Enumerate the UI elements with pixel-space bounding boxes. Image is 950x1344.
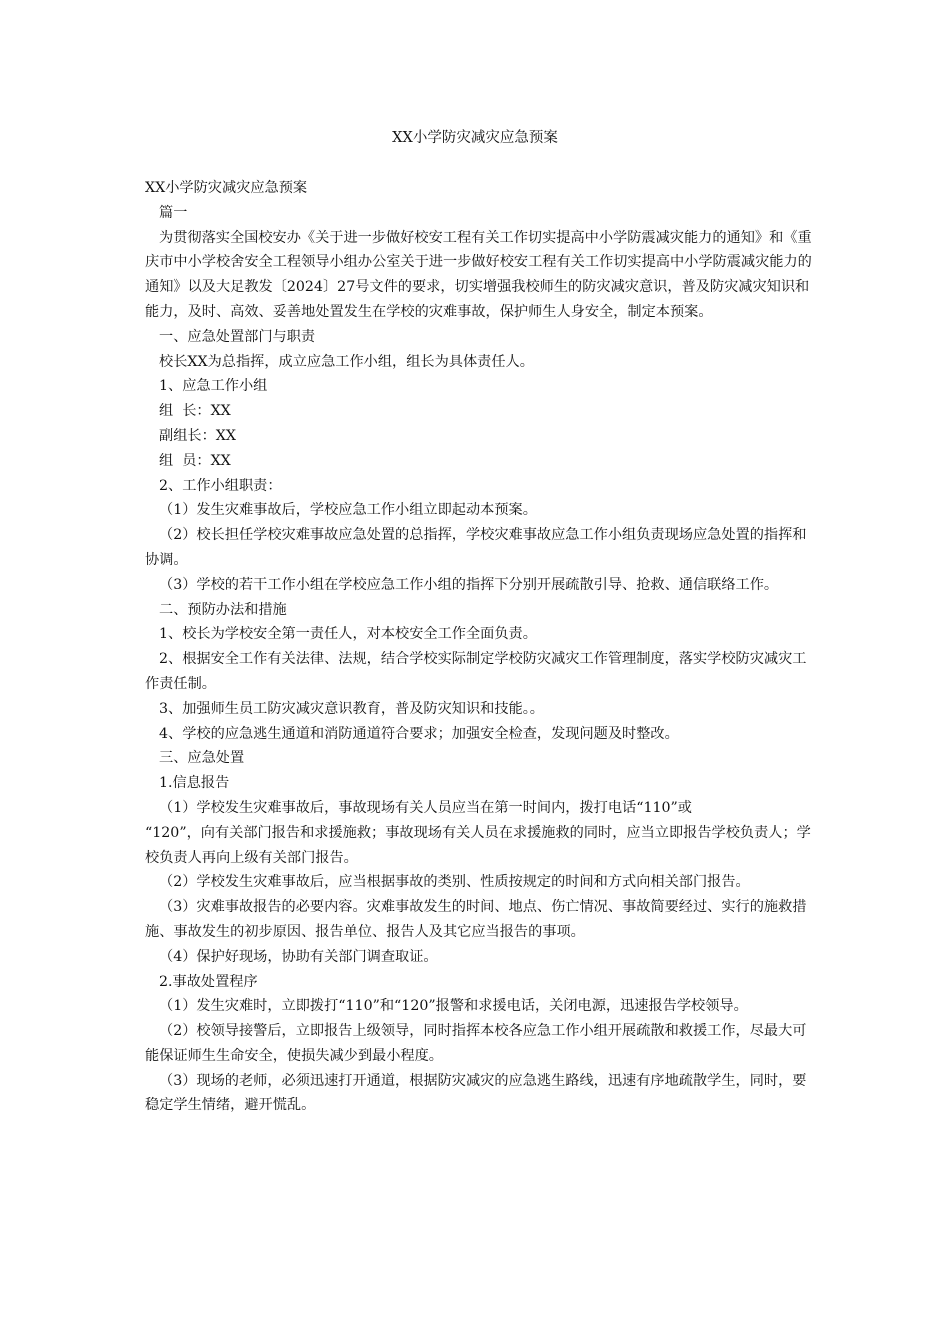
paragraph: （2）学校发生灾难事故后，应当根据事故的类别、性质按规定的时间和方式向相关部门报告。 <box>159 874 750 891</box>
section-heading-3: 三、应急处置 <box>159 750 245 767</box>
paragraph: （1）发生灾难时，立即拨打“110”和“120”报警和求援电话，关闭电源，迅速报告学校领导。 <box>159 998 748 1015</box>
paragraph: 1.信息报告 <box>159 775 230 792</box>
paragraph: 3、加强师生员工防灾减灾意识教育，普及防灾知识和技能。。 <box>159 700 544 717</box>
document-body <box>145 176 820 1118</box>
paragraph-intro: 为贯彻落实全国校安办《关于进一步做好校安工程有关工作切实提高中小学防震减灾能力的通知》和《重庆市中小学校舍安全工程领导小组办公室关于进一步做好校安工程有关工作切实提高中小学防震减灾能力的通知》以及大足教发〔2024〕27号文件的要求，切实增强我校师生的防灾减灾意识，普及防灾减灾知识和能力，及时、高效、妥善地处置发生在学校的灾难事故，保护师生人身安全，制定本预案。 <box>145 229 812 320</box>
paragraph: （2）校长担任学校灾难事故应急处置的总指挥，学校灾难事故应急工作小组负责现场应急处置的指挥和协调。 <box>145 527 807 568</box>
paragraph: （3）学校的若干工作小组在学校应急工作小组的指挥下分别开展疏散引导、抢救、通信联络工作。 <box>159 576 779 593</box>
paragraph: 副组长：XX <box>159 427 236 444</box>
paragraph: 校长XX为总指挥，成立应急工作小组，组长为具体责任人。 <box>159 353 534 370</box>
paragraph: 2、工作小组职责： <box>159 477 282 494</box>
document-title: XX小学防灾减灾应急预案 <box>392 130 558 146</box>
paragraph-heading: XX小学防灾减灾应急预案 <box>145 180 308 196</box>
paragraph: （1）学校发生灾难事故后，事故现场有关人员应当在第一时间内，拨打电话“110”或 <box>159 799 692 816</box>
paragraph: 2、根据安全工作有关法律、法规，结合学校实际制定学校防灾减灾工作管理制度，落实学校防灾减灾工作责任制。 <box>145 651 807 692</box>
paragraph: （3）现场的老师，必须迅速打开通道，根据防灾减灾的应急逃生路线，迅速有序地疏散学生，同时，要稳定学生情绪，避开慌乱。 <box>145 1072 807 1114</box>
paragraph: 4、学校的应急逃生通道和消防通道符合要求；加强安全检查，发现问题及时整改。 <box>159 725 679 742</box>
paragraph: （2）校领导接警后，立即报告上级领导，同时指挥本校各应急工作小组开展疏散和救援工作，尽最大可能保证师生生命安全，使损失减少到最小程度。 <box>145 1023 807 1064</box>
paragraph: （1）发生灾难事故后，学校应急工作小组立即起动本预案。 <box>159 502 537 519</box>
section-heading-1: 一、应急处置部门与职责 <box>159 328 316 345</box>
paragraph: “120”，向有关部门报告和求援施救；事故现场有关人员在求援施救的同时，应当立即报告学校负责人；学校负责人再向上级有关部门报告。 <box>145 824 811 866</box>
paragraph: 组 员：XX <box>159 452 231 469</box>
section-heading-2: 二、预防办法和措施 <box>159 601 287 618</box>
paragraph: 1、应急工作小组 <box>159 378 268 395</box>
paragraph: 1、校长为学校安全第一责任人，对本校安全工作全面负责。 <box>159 626 537 643</box>
paragraph: 组 长：XX <box>159 403 231 420</box>
paragraph: （3）灾难事故报告的必要内容。灾难事故发生的时间、地点、伤亡情况、事故简要经过、实行的施救措施、事故发生的初步原因、报告单位、报告人及其它应当报告的事项。 <box>145 899 807 940</box>
paragraph: 2.事故处置程序 <box>159 973 258 990</box>
paragraph-section-label: 篇一 <box>159 204 188 221</box>
paragraph: （4）保护好现场，协助有关部门调查取证。 <box>159 948 438 965</box>
